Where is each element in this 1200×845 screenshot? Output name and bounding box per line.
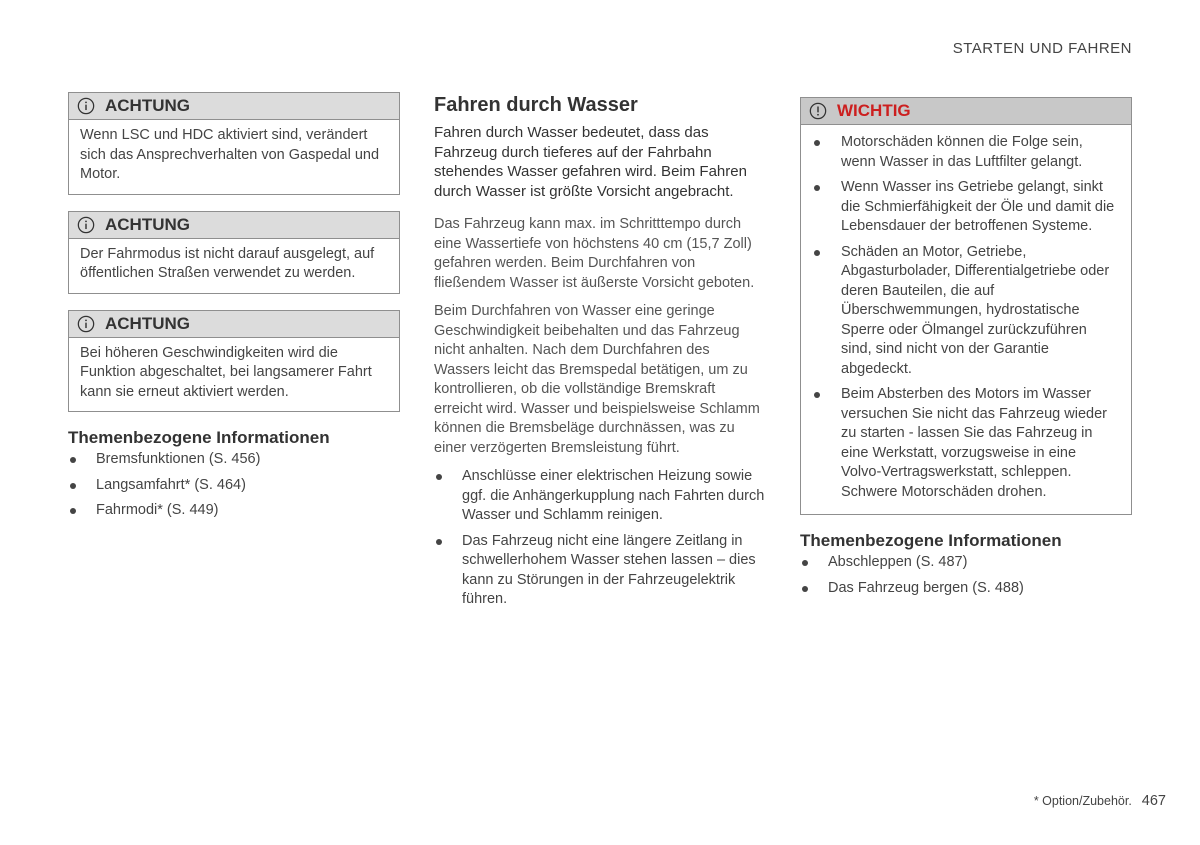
list-item-text: Beim Absterben des Motors im Wasser versuchen Sie nicht das Fahrzeug wieder zu starten - lassen Sie das Fahrzeug in eine Werkstatt, vorzugsweise in eine Volvo-Vertragswerkstatt, schleppen. Schwere Motorschäden drohen.	[841, 386, 1107, 500]
related-link[interactable]	[68, 450, 400, 470]
warning-title: ACHTUNG	[105, 313, 190, 333]
bullet-icon	[70, 483, 76, 489]
right-column	[800, 92, 1132, 604]
bullet-icon	[436, 539, 442, 545]
info-circle-icon	[77, 315, 95, 333]
middle-column	[434, 92, 766, 616]
related-link[interactable]	[800, 579, 1132, 599]
warning-text: Wenn LSC und HDC aktiviert sind, verändert sich das Ansprechverhalten von Gaspedal und Motor.	[80, 127, 380, 182]
instruction-list	[434, 467, 766, 610]
body-paragraph: Beim Durchfahren von Wasser eine geringe Geschwindigkeit beibehalten und das Fahrzeug nicht anhalten. Nach dem Durchfahren des Wassers leicht das Bremspedal betätigen, um zu kontrollieren, ob die vollständige Bremskraft erreicht wird. Wasser und beispielsweise Schlamm können die Bremsbeläge durchnässen, was zu einer verzögerten Bremsleistung führt.	[434, 303, 760, 456]
list-item	[434, 467, 766, 526]
warning-header	[69, 212, 399, 239]
bullet-icon	[814, 392, 820, 398]
related-list	[800, 553, 1132, 598]
left-column	[68, 92, 400, 527]
bullet-icon	[436, 474, 442, 480]
important-list	[812, 133, 1120, 502]
important-title: WICHTIG	[837, 101, 911, 120]
info-circle-icon	[77, 216, 95, 234]
list-item-text: Anschlüsse einer elektrischen Heizung sowie ggf. die Anhängerkupplung nach Fahrten durch Wasser und Schlamm reinigen.	[462, 468, 765, 523]
warning-box-2	[68, 211, 400, 294]
body-paragraph: Das Fahrzeug kann max. im Schritttempo durch eine Wassertiefe von höchstens 40 cm (15,7 Zoll) gefahren werden. Beim Durchfahren von fließendem Wasser ist äußerste Vorsicht geboten.	[434, 216, 755, 291]
footnote: * Option/Zubehör.	[1033, 794, 1132, 808]
warning-box-1	[68, 92, 400, 195]
related-link-text[interactable]: Langsamfahrt* (S. 464)	[96, 476, 246, 493]
important-box	[800, 97, 1132, 515]
section-title: Fahren durch Wasser	[434, 94, 638, 116]
related-link[interactable]	[68, 476, 400, 496]
warning-header	[69, 93, 399, 120]
related-link-text[interactable]: Das Fahrzeug bergen (S. 488)	[828, 579, 1024, 596]
warning-text: Bei höheren Geschwindigkeiten wird die Funktion abgeschaltet, bei langsamerer Fahrt kann sie erneut aktiviert werden.	[80, 344, 372, 400]
info-circle-icon	[77, 97, 95, 115]
list-item	[812, 133, 1120, 172]
bullet-icon	[802, 560, 808, 566]
related-list	[68, 450, 400, 521]
related-link[interactable]	[800, 553, 1132, 573]
bullet-icon	[802, 586, 808, 592]
related-info-title: Themenbezogene Informationen	[800, 531, 1062, 550]
list-item-text: Schäden an Motor, Getriebe, Abgasturbolader, Differentialgetriebe oder deren Bauteilen, die auf Überschwemmungen, hydrostatische Sperre oder Ölmangel zurückzuführen sind, sind nicht von der Garantie abgedeckt.	[841, 243, 1110, 377]
page-footer	[1034, 793, 1166, 809]
related-link-text[interactable]: Abschleppen (S. 487)	[828, 554, 968, 570]
important-header	[801, 98, 1131, 125]
related-info-title: Themenbezogene Informationen	[68, 428, 330, 447]
warning-text: Der Fahrmodus ist nicht darauf ausgelegt, auf öffentlichen Straßen verwendet zu werden.	[80, 245, 375, 281]
exclamation-circle-icon	[809, 102, 827, 120]
bullet-icon	[70, 508, 76, 514]
related-link[interactable]	[68, 501, 400, 521]
related-link-text[interactable]: Fahrmodi* (S. 449)	[96, 502, 219, 518]
list-item-text: Das Fahrzeug nicht eine längere Zeitlang in schwellerhohem Wasser stehen lassen – dies kann zu Störungen in der Fahrzeugelektrik führen.	[462, 532, 756, 607]
list-item-text: Motorschäden können die Folge sein, wenn Wasser in das Luftfilter gelangt.	[841, 134, 1083, 170]
bullet-icon	[814, 140, 820, 146]
related-link-text[interactable]: Bremsfunktionen (S. 456)	[96, 451, 261, 467]
list-item	[812, 385, 1120, 502]
warning-box-3	[68, 310, 400, 413]
important-body	[801, 125, 1131, 514]
list-item-text: Wenn Wasser ins Getriebe gelangt, sinkt die Schmierfähigkeit der Öle und damit die Lebensdauer der betroffenen Systeme.	[841, 179, 1115, 234]
warning-title: ACHTUNG	[105, 96, 190, 115]
list-item	[434, 532, 766, 610]
bullet-icon	[814, 185, 820, 191]
list-item	[812, 178, 1120, 237]
warning-title: ACHTUNG	[105, 214, 190, 234]
bullet-icon	[70, 457, 76, 463]
list-item	[812, 243, 1120, 380]
warning-header	[69, 311, 399, 338]
page-header: STARTEN UND FAHREN	[952, 40, 1132, 57]
page-number: 467	[1141, 793, 1166, 809]
bullet-icon	[814, 250, 820, 256]
lead-paragraph: Fahren durch Wasser bedeutet, dass das Fahrzeug durch tieferes auf der Fahrbahn stehendes Wasser gefahren wird. Beim Fahren durch Wasser ist größte Vorsicht angebracht.	[434, 124, 747, 200]
